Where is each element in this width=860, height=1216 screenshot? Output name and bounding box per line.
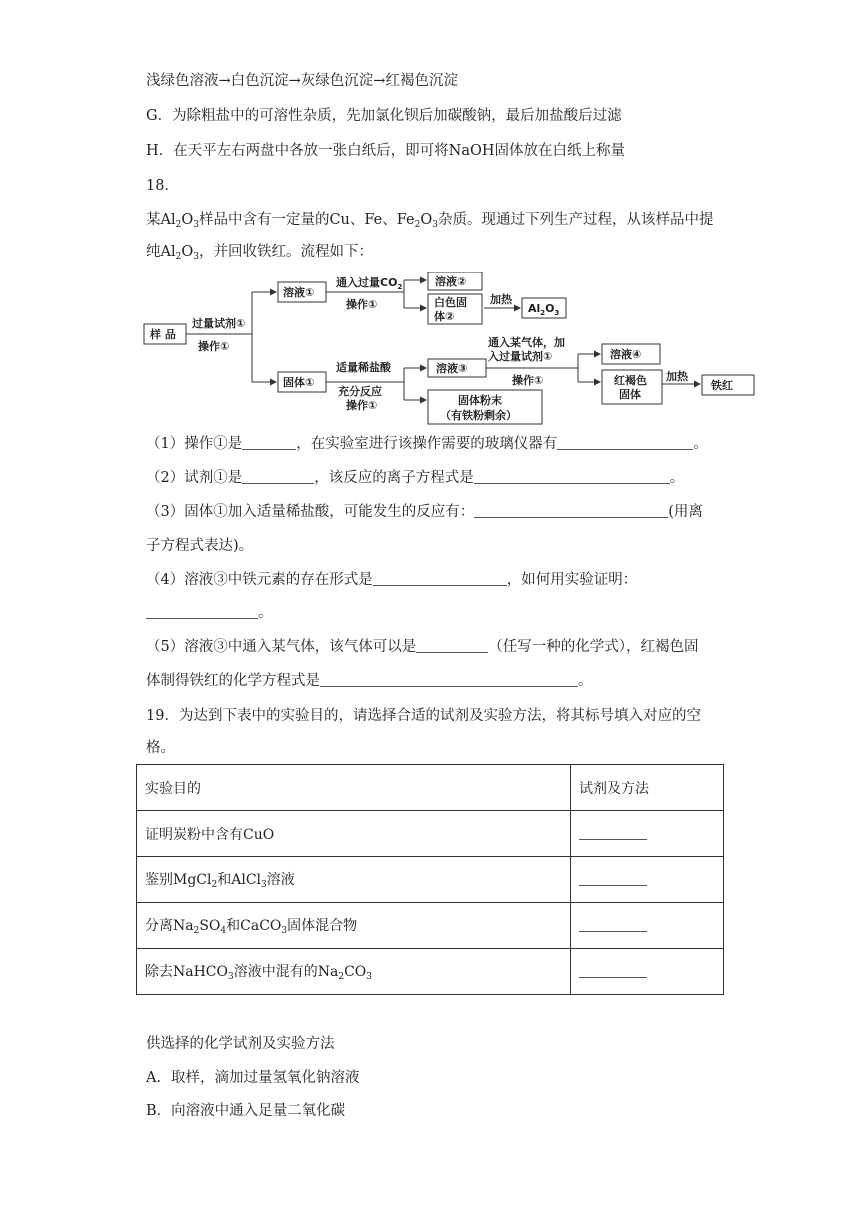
powder-label-2: （有铁粉剩余） [440, 409, 517, 422]
white-solid-label-1: 白色固 [434, 296, 467, 309]
solution3-label: 溶液③ [436, 362, 468, 375]
powder-label-1: 固体粉末 [458, 394, 502, 407]
solid1-label: 固体① [283, 376, 315, 389]
answer-blank[interactable] [571, 811, 724, 857]
q18-part5: （5）溶液③中通入某气体，该气体可以是 （任写一种的化学式），红褐色固 [146, 639, 699, 655]
solution1-label: 溶液① [283, 286, 315, 299]
option-g: G．为除粗盐中的可溶性杂质，先加氯化钡后加碳酸钠，最后加盐酸后过滤 [146, 108, 622, 124]
question-18-number: 18． [146, 178, 179, 194]
white-solid-label-2: 体② [434, 310, 455, 323]
purpose-cell: 分离$Na_2SO_4$和CaCO$_3$固体混合物 [137, 903, 571, 949]
op-b-label: 操作① [346, 399, 378, 412]
op-c-label: 操作① [512, 374, 544, 387]
op1-label: 操作① [198, 340, 230, 353]
choice-b: B．向溶液中通入足量二氧化碳 [146, 1103, 346, 1119]
q18-part1: （1）操作①是 ，在实验室进行该操作需要的玻璃仪器有 。 [146, 436, 708, 452]
q18-intro-2: 纯$Al_2O_3$，并回收铁红。流程如下： [146, 244, 373, 262]
iron-red-label: 铁红 [711, 379, 733, 392]
op-a-label: 操作① [346, 298, 378, 311]
choice-a: A．取样，滴加过量氢氧化钠溶液 [146, 1070, 360, 1086]
solution4-label: 溶液④ [610, 348, 642, 361]
hcl-label: 适量稀盐酸 [336, 361, 391, 374]
header-purpose: 实验目的 [137, 765, 571, 811]
option-h: H．在天平左右两盘中各放一张白纸后，即可将NaOH固体放在白纸上称量 [146, 143, 626, 159]
red-solid-label-1: 红褐色 [614, 374, 647, 387]
sample-label: 样 品 [150, 328, 176, 341]
header-method: 试剂及方法 [571, 765, 724, 811]
table-row [137, 811, 724, 857]
answer-blank[interactable] [571, 949, 724, 995]
q18-part4: （4）溶液③中铁元素的存在形式是 ，如何用实验证明： [146, 572, 638, 588]
purpose-cell: 鉴别MgCl$_2$和AlCl$_3$溶液 [137, 857, 571, 903]
table-row [137, 857, 724, 903]
table-header-row [137, 765, 724, 811]
reagent1-label: 过量试剂① [192, 317, 246, 330]
answer-blank[interactable] [571, 903, 724, 949]
experiment-table [136, 764, 724, 995]
q18-part3-cont: 子方程式表达)。 [146, 538, 254, 554]
process-flowchart [142, 272, 762, 432]
q19-title-cont: 格。 [146, 740, 175, 756]
q18-intro: 某$Al_2O_3$样品中含有一定量的Cu、Fe、$Fe_2O_3$杂质。现通过下列生产过程，从该样品中提 [146, 212, 714, 230]
q18-part3: （3）固体①加入适量稀盐酸，可能发生的反应有： (用离 [146, 504, 703, 520]
answer-blank[interactable] [571, 857, 724, 903]
al2o3-label: $Al_2O_3$ [528, 302, 560, 317]
heat2-label: 加热 [666, 370, 688, 383]
q18-part2: （2）试剂①是 ，该反应的离子方程式是 。 [146, 470, 685, 486]
co2-label: 通入过量$CO_2$ [336, 276, 403, 291]
table-row [137, 903, 724, 949]
solution2-label: 溶液② [435, 275, 467, 288]
gas-label-2: 入过量试剂① [488, 350, 553, 363]
table-row [137, 949, 724, 995]
q18-part4-cont: 。 [146, 603, 273, 623]
purpose-cell: 除去NaHCO$_3$溶液中混有的$Na_2CO_3$ [137, 949, 571, 995]
q18-part5-cont: 体制得铁红的化学方程式是 。 [146, 673, 593, 689]
purpose-cell: 证明炭粉中含有CuO [137, 811, 571, 857]
choices-heading: 供选择的化学试剂及实验方法 [146, 1036, 335, 1052]
red-solid-label-2: 固体 [619, 388, 641, 401]
q19-title: 19．为达到下表中的实验目的，请选择合适的试剂及实验方法，将其标号填入对应的空 [146, 708, 701, 724]
gas-label-1: 通入某气体，加 [488, 336, 565, 349]
heat1-label: 加热 [490, 293, 512, 306]
text-line: 浅绿色溶液→白色沉淀→灰绿色沉淀→红褐色沉淀 [146, 73, 458, 89]
react-label: 充分反应 [338, 385, 382, 398]
